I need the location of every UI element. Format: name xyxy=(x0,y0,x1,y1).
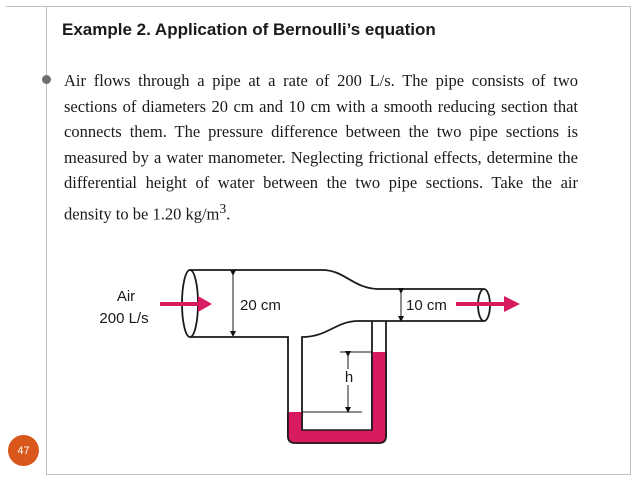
diameter-small-label: 10 cm xyxy=(406,297,447,314)
inlet-arrow xyxy=(160,296,212,312)
problem-text-main: Air flows through a pipe at a rate of 200 L/s. The pipe consists of two sections of diameters 20 cm and 10 cm with a smooth reducing section that connects them. The pressure difference between the two pipe sections is measured by a water manometer. Neglecting frictional effects, determine the differential height of water between the two pipe sections. Take the air density to be 1.20 kg/m xyxy=(64,71,578,223)
height-dimension xyxy=(302,352,372,412)
outlet-arrow xyxy=(456,296,520,312)
diameter-large-label: 20 cm xyxy=(240,297,281,314)
height-label: h xyxy=(344,369,354,386)
superscript-exponent: 3 xyxy=(219,200,227,216)
air-label: Air xyxy=(116,288,136,305)
problem-text-tail: . xyxy=(226,204,231,223)
flow-rate-label: 200 L/s xyxy=(99,310,149,327)
slide-title: Example 2. Application of Bernoulli’s equation xyxy=(62,20,436,39)
pipe-outline xyxy=(182,270,490,436)
page-number-badge: 47 xyxy=(8,435,39,466)
